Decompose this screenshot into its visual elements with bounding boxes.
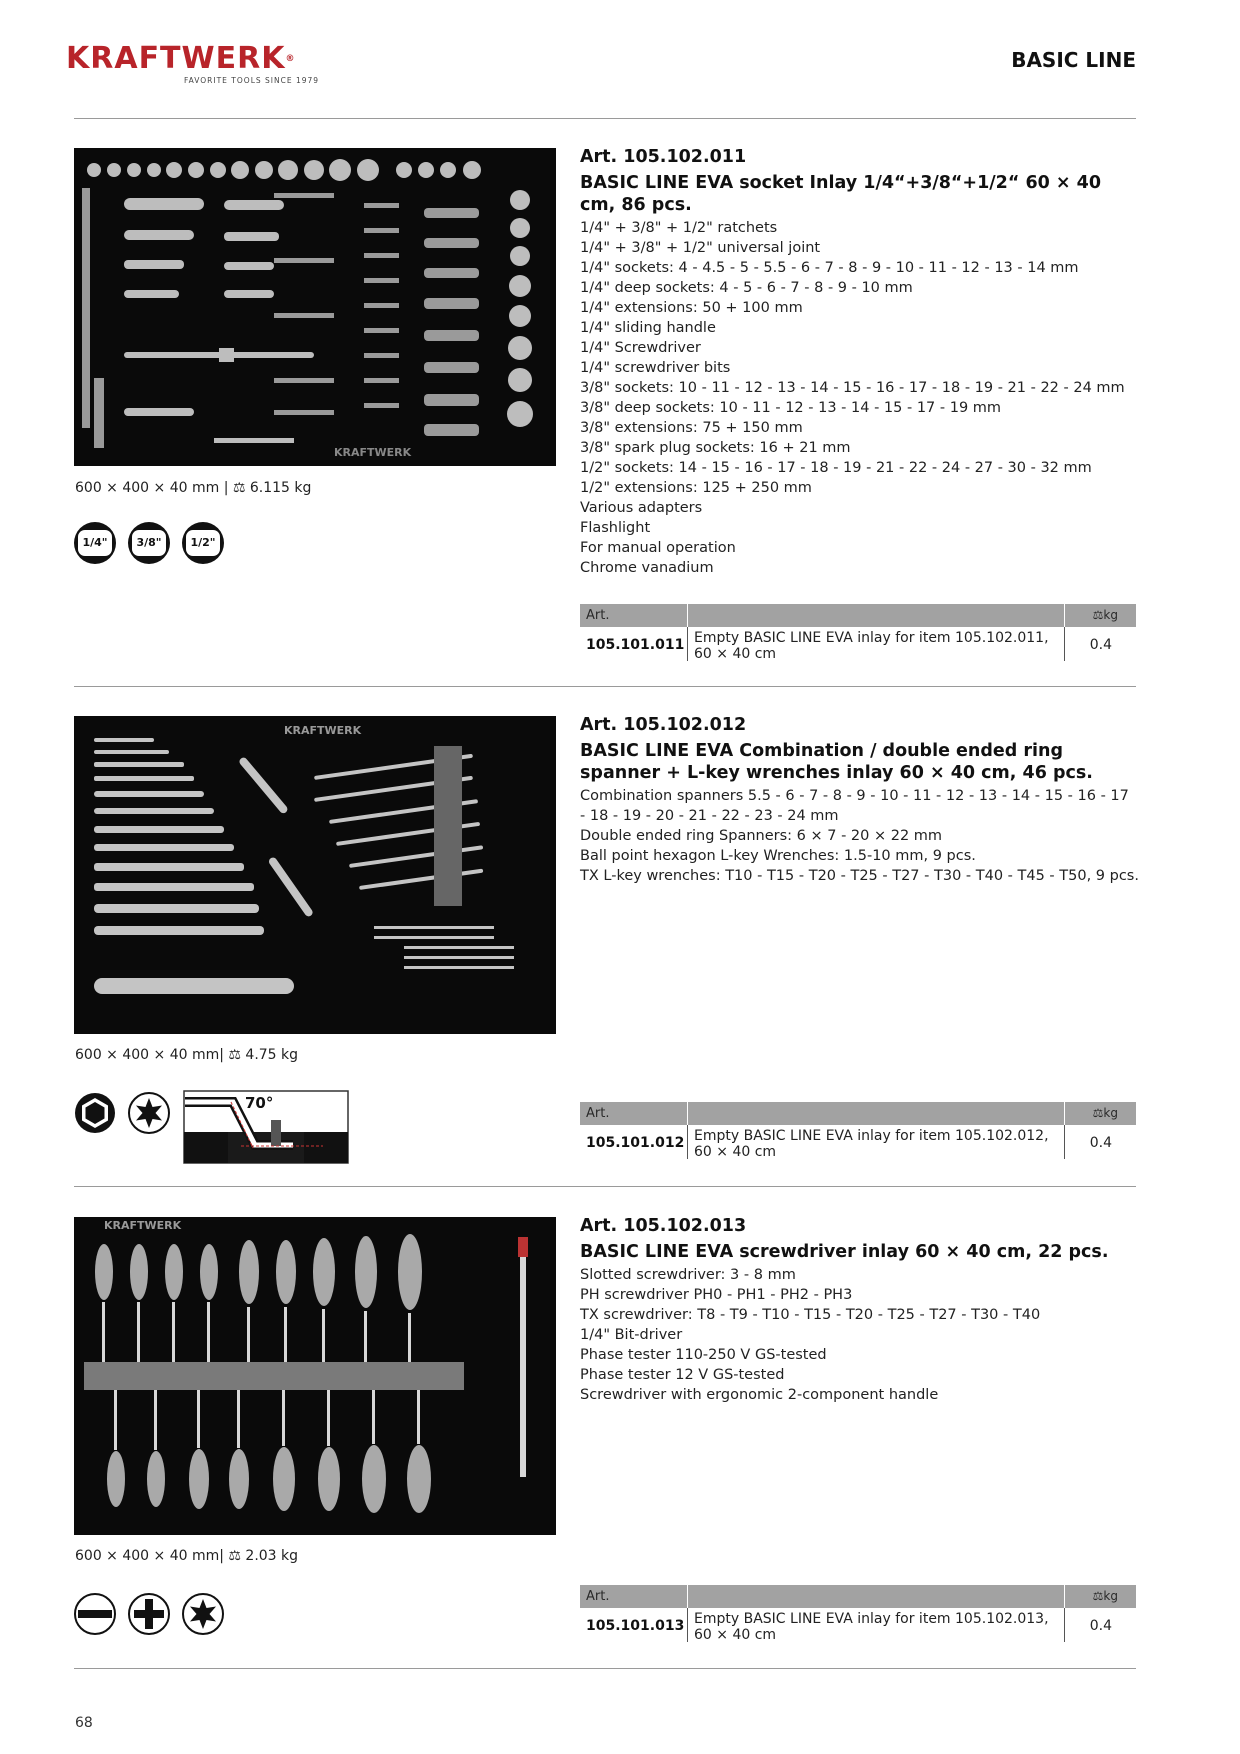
svg-text:KRAFTWERK: KRAFTWERK (104, 1219, 182, 1232)
cell-article: 105.101.011 (586, 637, 685, 653)
feature-list (580, 1265, 1140, 1405)
feature-list (580, 786, 1140, 886)
product-image-socket-inlay (74, 148, 556, 466)
feature-item: 1/4" Screwdriver (580, 340, 701, 356)
product-title: BASIC LINE EVA Combination / double ended ring spanner + L-key wrenches inlay 60 × 40 cm, 46 pcs. (580, 741, 1093, 783)
table-header (580, 1102, 1136, 1125)
angle-label: 70° (245, 1094, 274, 1112)
feature-item: 3/8" extensions: 75 + 150 mm (580, 420, 803, 436)
product-title: BASIC LINE EVA screwdriver inlay 60 × 40 cm, 22 pcs. (580, 1242, 1109, 1262)
cell-weight: 0.4 (1089, 637, 1112, 653)
svg-text:KRAFTWERK: KRAFTWERK (334, 446, 412, 459)
divider (74, 118, 1136, 119)
torx-icon (128, 1092, 170, 1134)
svg-text:KRAFTWERK: KRAFTWERK (284, 724, 362, 737)
cell-weight: 0.4 (1089, 1618, 1112, 1634)
column-art: Art. (586, 1106, 610, 1121)
feature-item: 1/4" deep sockets: 4 - 5 - 6 - 7 - 8 - 9 - 10 mm (580, 280, 913, 296)
feature-item: Flashlight (580, 520, 651, 536)
accessory-table (580, 1102, 1136, 1161)
cell-weight: 0.4 (1089, 1135, 1112, 1151)
feature-item: 1/4" screwdriver bits (580, 360, 731, 376)
cell-description: Empty BASIC LINE EVA inlay for item 105.102.013, 60 × 40 cm (694, 1611, 1049, 1643)
product-spec: 600 × 400 × 40 mm | ⚖ 6.115 kg (75, 480, 312, 496)
product-spec: 600 × 400 × 40 mm| ⚖ 4.75 kg (75, 1047, 299, 1063)
table-row (580, 1125, 1136, 1161)
feature-item: 1/4" + 3/8" + 1/2" ratchets (580, 220, 778, 236)
product-image-spanner-inlay (74, 716, 556, 1034)
series-title: BASIC LINE (1011, 48, 1136, 72)
feature-item: TX screwdriver: T8 - T9 - T10 - T15 - T20 - T25 - T27 - T30 - T40 (580, 1307, 1041, 1323)
torx-icon (182, 1593, 224, 1635)
feature-item: - 18 - 19 - 20 - 21 - 22 - 23 - 24 mm (580, 808, 839, 824)
feature-list (580, 218, 1140, 578)
feature-item: 1/4" extensions: 50 + 100 mm (580, 300, 803, 316)
feature-item: Combination spanners 5.5 - 6 - 7 - 8 - 9 - 10 - 11 - 12 - 13 - 14 - 15 - 16 - 17 (580, 788, 1129, 804)
feature-item: Double ended ring Spanners: 6 × 7 - 20 × 22 mm (580, 828, 943, 844)
drive-quarter-inch-icon: 1/4" (74, 522, 116, 564)
feature-item: Slotted screwdriver: 3 - 8 mm (580, 1267, 796, 1283)
feature-item: 1/4" sliding handle (580, 320, 716, 336)
cell-description: Empty BASIC LINE EVA inlay for item 105.102.011, 60 × 40 cm (694, 630, 1049, 662)
column-weight: ⚖kg (1092, 1106, 1118, 1120)
product-info (580, 145, 1140, 578)
drive-three-eighths-inch-icon: 3/8" (128, 522, 170, 564)
accessory-table (580, 1585, 1136, 1644)
cell-article: 105.101.012 (586, 1135, 685, 1151)
feature-item: 1/2" extensions: 125 + 250 mm (580, 480, 812, 496)
page-number: 68 (75, 1715, 93, 1731)
divider (74, 686, 1136, 687)
feature-item: 1/4" Bit-driver (580, 1327, 683, 1343)
offset-angle-icon (183, 1090, 349, 1164)
feature-item: Various adapters (580, 500, 703, 516)
product-info (580, 1214, 1140, 1405)
feature-item: Phase tester 110-250 V GS-tested (580, 1347, 827, 1363)
feature-item: 3/8" sockets: 10 - 11 - 12 - 13 - 14 - 15 - 16 - 17 - 18 - 19 - 21 - 22 - 24 mm (580, 380, 1125, 396)
product-image-screwdriver-inlay (74, 1217, 556, 1535)
feature-item: 1/4" sockets: 4 - 4.5 - 5 - 5.5 - 6 - 7 - 8 - 9 - 10 - 11 - 12 - 13 - 14 mm (580, 260, 1079, 276)
article-number: Art. 105.102.013 (580, 1216, 747, 1236)
feature-item: 1/2" sockets: 14 - 15 - 16 - 17 - 18 - 19 - 21 - 22 - 24 - 27 - 30 - 32 mm (580, 460, 1092, 476)
divider (74, 1186, 1136, 1187)
slotted-icon (74, 1593, 116, 1635)
column-art: Art. (586, 608, 610, 623)
column-weight: ⚖kg (1092, 608, 1118, 622)
table-header (580, 604, 1136, 627)
feature-item: PH screwdriver PH0 - PH1 - PH2 - PH3 (580, 1287, 853, 1303)
cell-description: Empty BASIC LINE EVA inlay for item 105.102.012, 60 × 40 cm (694, 1128, 1049, 1160)
column-art: Art. (586, 1589, 610, 1604)
feature-item: 3/8" spark plug sockets: 16 + 21 mm (580, 440, 851, 456)
feature-item: For manual operation (580, 540, 736, 556)
feature-item: Ball point hexagon L-key Wrenches: 1.5-10 mm, 9 pcs. (580, 848, 976, 864)
feature-item: 3/8" deep sockets: 10 - 11 - 12 - 13 - 14 - 15 - 17 - 19 mm (580, 400, 1002, 416)
article-number: Art. 105.102.011 (580, 147, 747, 167)
feature-item: Screwdriver with ergonomic 2-component handle (580, 1387, 939, 1403)
accessory-table (580, 604, 1136, 663)
product-title: BASIC LINE EVA socket Inlay 1/4“+3/8“+1/2“ 60 × 40 cm, 86 pcs. (580, 173, 1101, 215)
kraftwerk-logo (66, 41, 320, 90)
product-info (580, 713, 1140, 886)
feature-item: 1/4" + 3/8" + 1/2" universal joint (580, 240, 821, 256)
column-weight: ⚖kg (1092, 1589, 1118, 1603)
table-header (580, 1585, 1136, 1608)
drive-half-inch-icon: 1/2" (182, 522, 224, 564)
phillips-icon (128, 1593, 170, 1635)
feature-item: TX L-key wrenches: T10 - T15 - T20 - T25 - T27 - T30 - T40 - T45 - T50, 9 pcs. (580, 868, 1139, 884)
hexagon-icon (74, 1092, 116, 1134)
product-spec: 600 × 400 × 40 mm| ⚖ 2.03 kg (75, 1548, 299, 1564)
cell-article: 105.101.013 (586, 1618, 685, 1634)
table-row (580, 627, 1136, 663)
brand-name: KRAFTWERK® (66, 41, 296, 76)
divider (74, 1668, 1136, 1669)
brand-tagline: FAVORITE TOOLS SINCE 1979 (184, 76, 320, 85)
feature-item: Phase tester 12 V GS-tested (580, 1367, 785, 1383)
feature-item: Chrome vanadium (580, 560, 714, 576)
table-row (580, 1608, 1136, 1644)
article-number: Art. 105.102.012 (580, 715, 747, 735)
